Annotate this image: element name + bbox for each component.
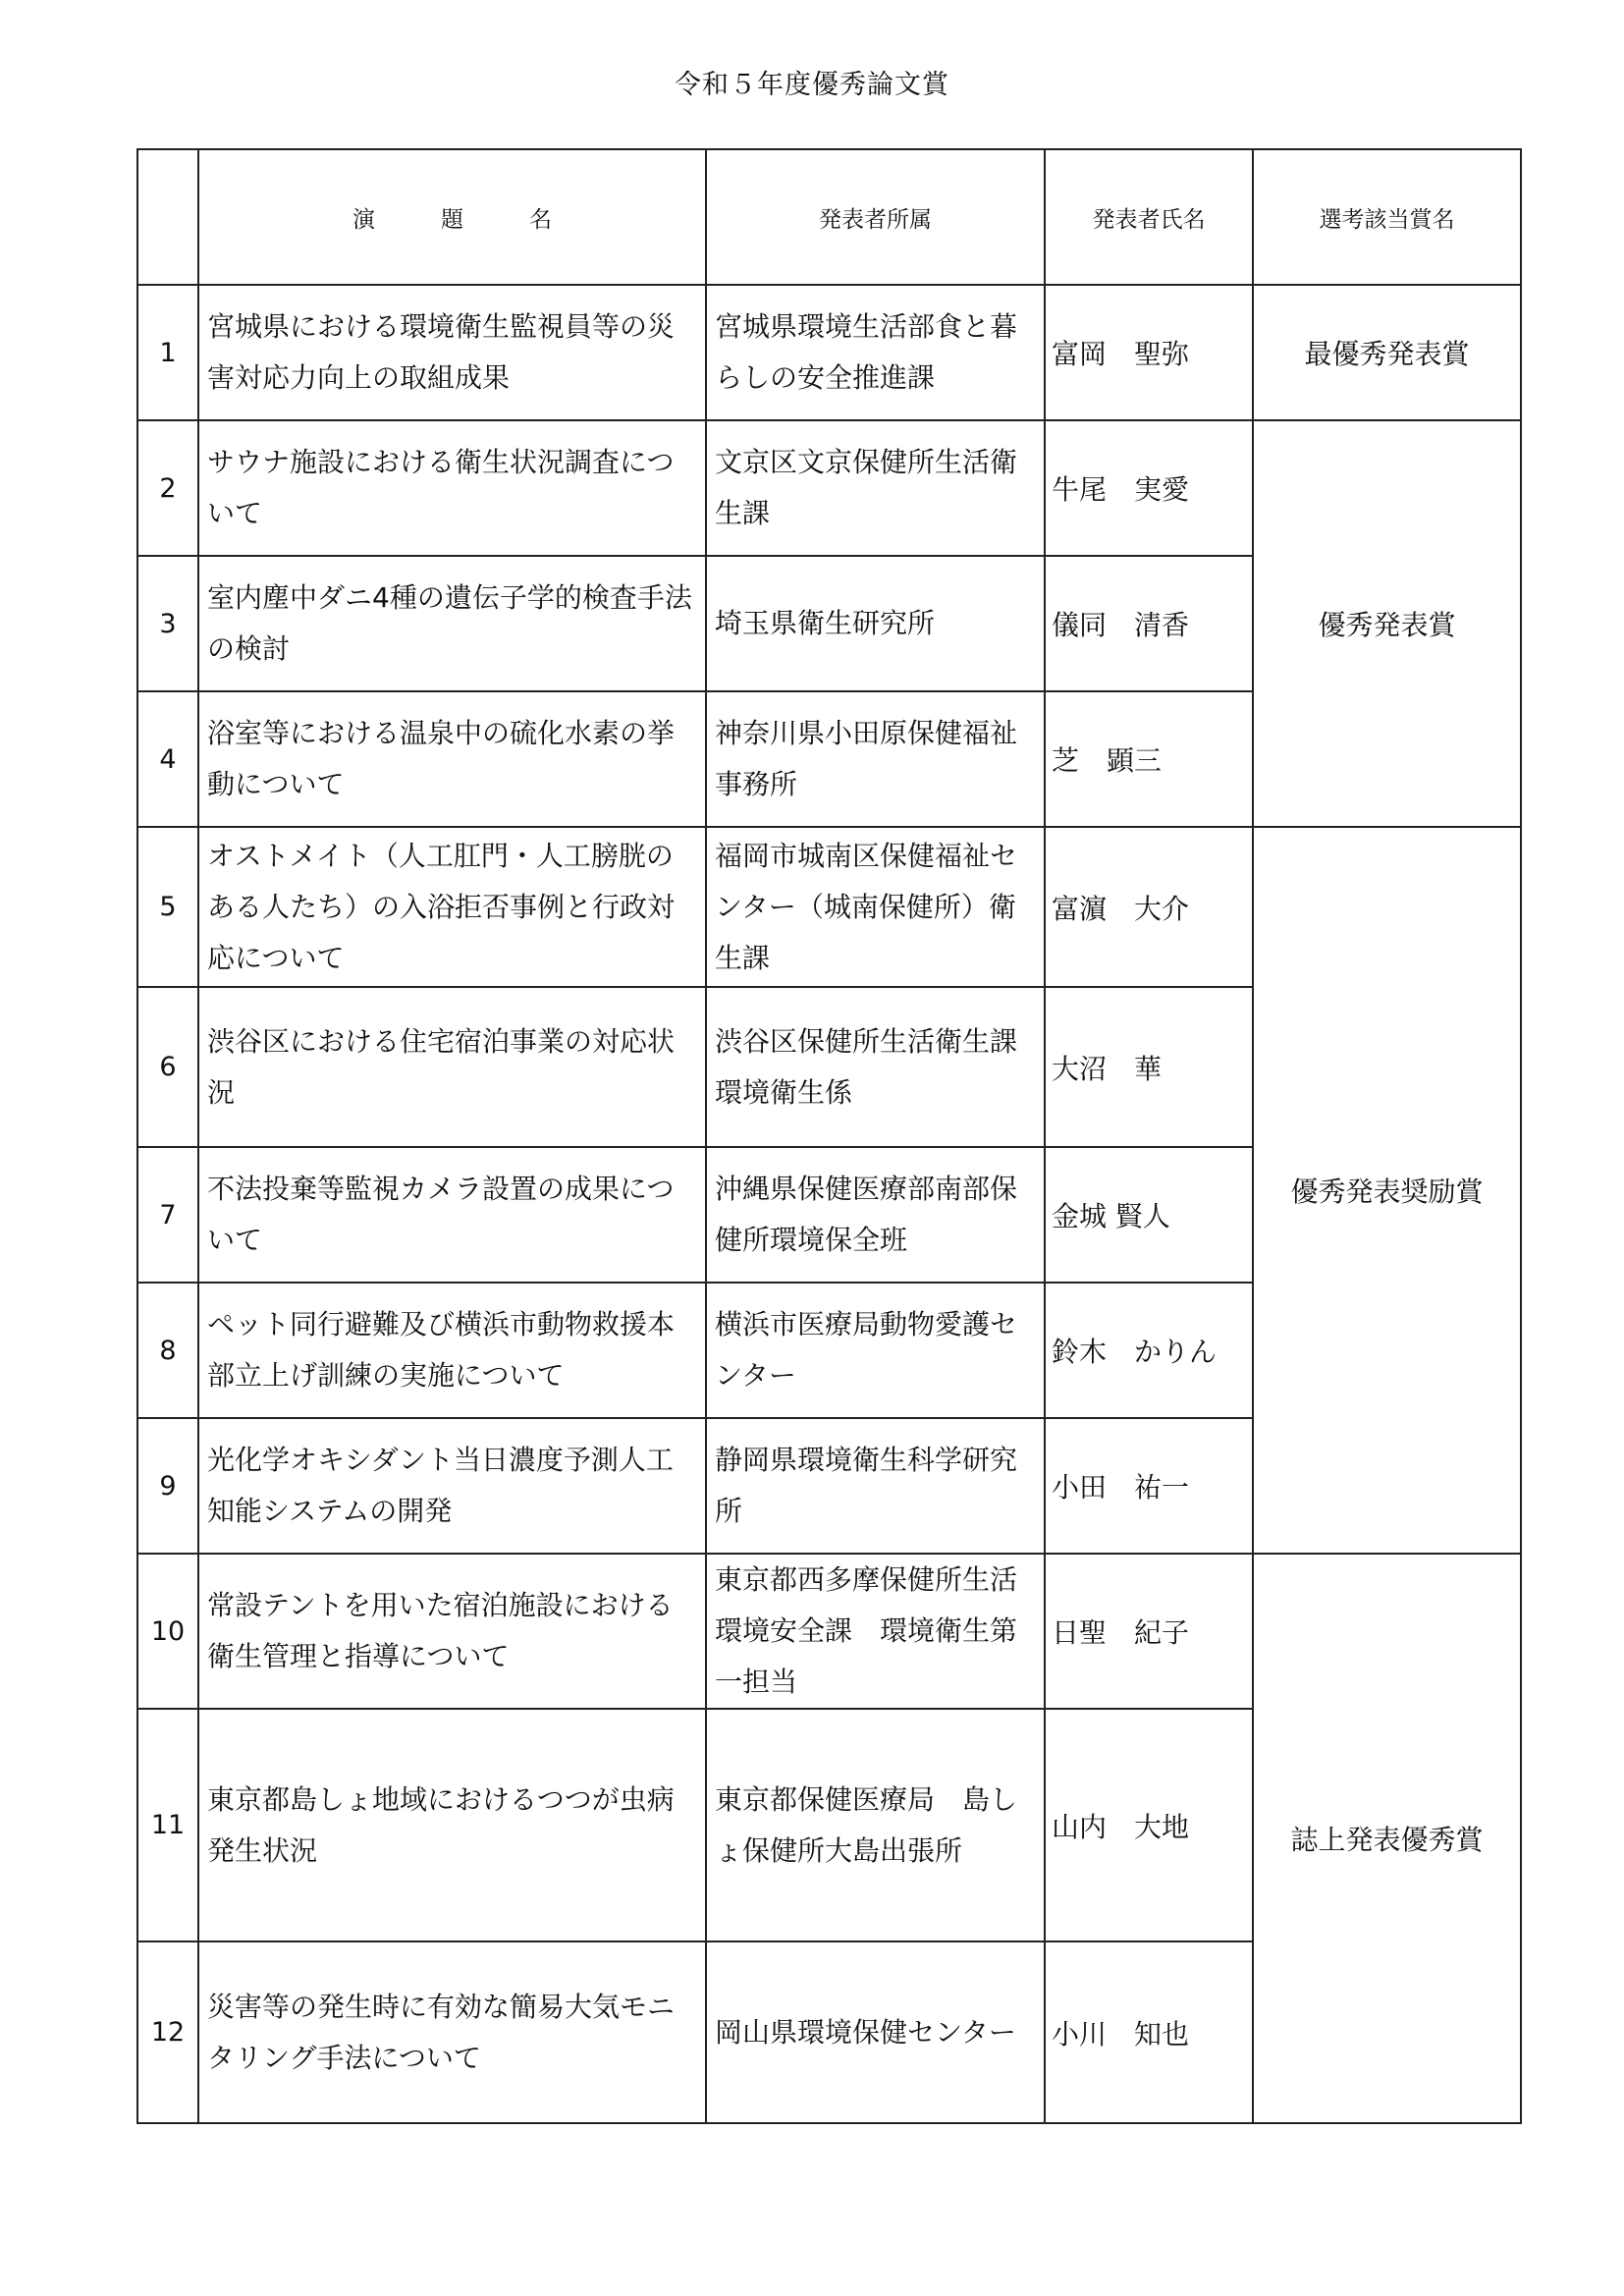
presentation-title: 災害等の発生時に有効な簡易大気モニタリング手法について [198,1941,706,2123]
row-number: 7 [137,1147,198,1283]
presenter-name: 儀同 清香 [1045,556,1253,691]
presenter-affiliation: 東京都保健医療局 島しょ保健所大島出張所 [706,1709,1045,1941]
presenter-affiliation: 渋谷区保健所生活衛生課環境衛生係 [706,987,1045,1147]
row-number: 8 [137,1283,198,1418]
presentation-title: 渋谷区における住宅宿泊事業の対応状況 [198,987,706,1147]
award-name: 誌上発表優秀賞 [1253,1554,1521,2123]
header-presenter: 発表者氏名 [1045,149,1253,285]
presentation-title: ペット同行避難及び横浜市動物救援本部立上げ訓練の実施について [198,1283,706,1418]
presenter-affiliation: 岡山県環境保健センター [706,1941,1045,2123]
row-number: 12 [137,1941,198,2123]
row-number: 11 [137,1709,198,1941]
table-row [137,285,1521,420]
row-number: 2 [137,420,198,556]
presenter-name: 小田 祐一 [1045,1418,1253,1554]
presentation-title: オストメイト（人工肛門・人工膀胱のある人たち）の入浴拒否事例と行政対応について [198,827,706,987]
row-number: 10 [137,1554,198,1709]
presenter-name: 日聖 紀子 [1045,1554,1253,1709]
presenter-affiliation: 横浜市医療局動物愛護センター [706,1283,1045,1418]
header-award: 選考該当賞名 [1253,149,1521,285]
presenter-affiliation: 宮城県環境生活部食と暮らしの安全推進課 [706,285,1045,420]
presenter-affiliation: 神奈川県小田原保健福祉事務所 [706,691,1045,827]
presentation-title: 室内塵中ダニ4種の遺伝子学的検査手法の検討 [198,556,706,691]
awards-table [136,148,1522,2124]
presentation-title: 常設テントを用いた宿泊施設における衛生管理と指導について [198,1554,706,1709]
presenter-affiliation: 文京区文京保健所生活衛生課 [706,420,1045,556]
row-number: 3 [137,556,198,691]
presentation-title: サウナ施設における衛生状況調査について [198,420,706,556]
presenter-affiliation: 埼玉県衛生研究所 [706,556,1045,691]
presentation-title: 東京都島しょ地域におけるつつが虫病発生状況 [198,1709,706,1941]
table-row [137,827,1521,987]
presenter-name: 金城 賢人 [1045,1147,1253,1283]
header-no [137,149,198,285]
presenter-name: 小川 知也 [1045,1941,1253,2123]
presenter-name: 大沼 華 [1045,987,1253,1147]
presentation-title: 浴室等における温泉中の硫化水素の挙動について [198,691,706,827]
award-name: 最優秀発表賞 [1253,285,1521,420]
award-name: 優秀発表奨励賞 [1253,827,1521,1554]
presentation-title: 光化学オキシダント当日濃度予測人工知能システムの開発 [198,1418,706,1554]
presenter-name: 富濵 大介 [1045,827,1253,987]
row-number: 6 [137,987,198,1147]
row-number: 9 [137,1418,198,1554]
presenter-name: 山内 大地 [1045,1709,1253,1941]
header-title: 演 題 名 [198,149,706,285]
presenter-name: 鈴木 かりん [1045,1283,1253,1418]
presenter-affiliation: 福岡市城南区保健福祉センター（城南保健所）衛生課 [706,827,1045,987]
presenter-name: 牛尾 実愛 [1045,420,1253,556]
table-row [137,420,1521,556]
page-title: 令和５年度優秀論文賞 [675,70,949,100]
presenter-affiliation: 沖縄県保健医療部南部保健所環境保全班 [706,1147,1045,1283]
award-name: 優秀発表賞 [1253,420,1521,827]
table-row [137,1554,1521,1709]
presentation-title: 宮城県における環境衛生監視員等の災害対応力向上の取組成果 [198,285,706,420]
row-number: 5 [137,827,198,987]
presentation-title: 不法投棄等監視カメラ設置の成果について [198,1147,706,1283]
header-row [137,149,1521,285]
presenter-name: 富岡 聖弥 [1045,285,1253,420]
header-affiliation: 発表者所属 [706,149,1045,285]
presenter-affiliation: 静岡県環境衛生科学研究所 [706,1418,1045,1554]
presenter-affiliation: 東京都西多摩保健所生活環境安全課 環境衛生第一担当 [706,1554,1045,1709]
row-number: 1 [137,285,198,420]
row-number: 4 [137,691,198,827]
presenter-name: 芝 顕三 [1045,691,1253,827]
